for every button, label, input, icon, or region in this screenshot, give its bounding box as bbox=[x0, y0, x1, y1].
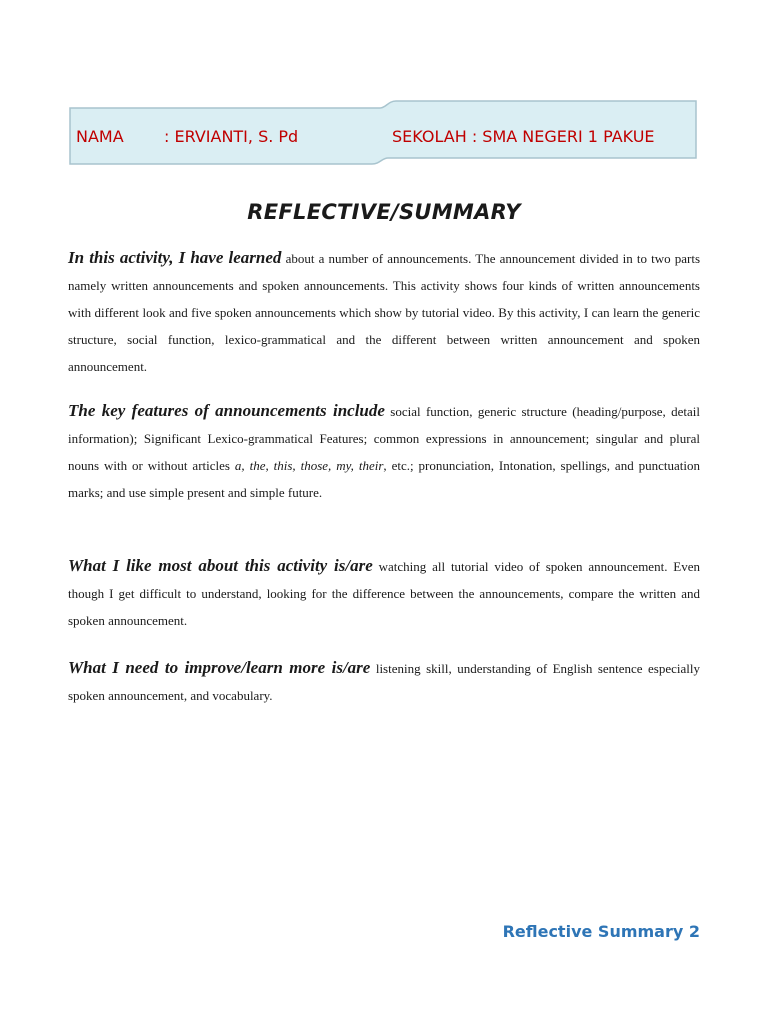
document-title: REFLECTIVE/SUMMARY bbox=[247, 200, 521, 224]
paragraph-body: watching all tutorial video of spoken announcement. Even though I get difficult to understand, looking for the difference between the announcements, compare the written and spoken announcement. bbox=[68, 559, 700, 628]
paragraph-body-end: , etc.; pronunciation, Intonation, spellings, and punctuation marks; and use simple present and simple future. bbox=[68, 458, 700, 500]
articles-list: a, the, this, those, my, their bbox=[234, 458, 384, 473]
paragraph-key-features bbox=[68, 397, 700, 506]
paragraph-improve bbox=[68, 654, 700, 709]
name-value: : ERVIANTI, S. Pd bbox=[164, 127, 299, 146]
paragraph-lead: What I like most about this activity is/are bbox=[68, 556, 373, 575]
paragraph-body: listening skill, understanding of English sentence especially spoken announcement, and vocabulary. bbox=[68, 661, 701, 703]
paragraph-lead: What I need to improve/learn more is/are bbox=[68, 658, 371, 677]
footer-label: Reflective Summary 2 bbox=[502, 922, 700, 941]
paragraph-learned bbox=[68, 244, 700, 380]
paragraph-like-most bbox=[68, 552, 700, 634]
paragraph-lead: The key features of announcements include bbox=[68, 401, 385, 420]
paragraph-lead: In this activity, I have learned bbox=[68, 248, 282, 267]
paragraph-body: about a number of announcements. The announcement divided in to two parts namely written announcements and spoken announcements. This activity shows four kinds of written announcements with different look and five spoken announcements which show by tutorial video. By this activity, I can learn the generic structure, social function, lexico-grammatical and the different between written announcement and spoken announcement. bbox=[68, 251, 701, 374]
header-banner bbox=[68, 100, 700, 166]
name-label: NAMA bbox=[76, 127, 124, 146]
paragraph-body: social function, generic structure (heading/purpose, detail information); Significant Lexico-grammatical Features; common expressions in announcement; singular and plural nouns with or without articles bbox=[68, 404, 700, 473]
school-text: SEKOLAH : SMA NEGERI 1 PAKUE bbox=[392, 127, 655, 146]
